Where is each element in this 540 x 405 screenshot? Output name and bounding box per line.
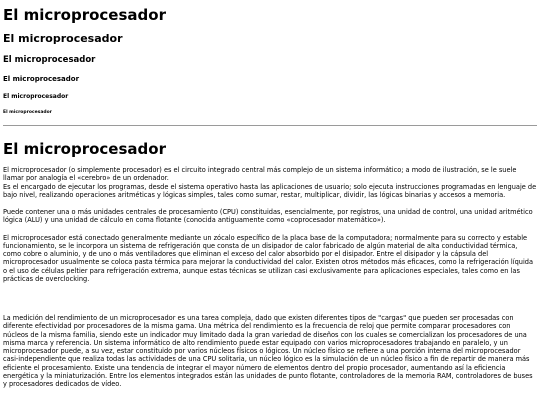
heading-level-2: El microprocesador — [3, 32, 123, 45]
paragraph-cpu-units: Puede contener una o más unidades centrales de procesamiento (CPU) constituidas, esencialmente, por registros, una unidad de control, una unidad aritmético lógica (ALU) y una unidad de cálculo en coma flotante (conocida antiguamente como «coprocesador matemático»). — [3, 208, 533, 225]
heading-level-1: El microprocesador — [3, 6, 166, 24]
paragraph-intro: El microprocesador (o simplemente procesador) es el circuito integrado central más complejo de un sistema informático; a modo de ilustración, se le suele llamar por analogía el «cerebro» de un ordenador. Es el encargado de ejecutar los programas, desde el sistema operativo hasta las aplicaciones de usuario; solo ejecuta instrucciones programadas en lenguaje de bajo nivel, realizando operaciones aritméticas y lógicas simples, tales como sumar, restar, multiplicar, dividir, las lógicas binarias y accesos a memoria. — [3, 166, 537, 199]
heading-level-6: El microprocesador — [3, 110, 52, 115]
article-title: El microprocesador — [3, 140, 166, 158]
paragraph-cooling: El microprocesador está conectado generalmente mediante un zócalo específico de la placa base de la computadora; normalmente para su correcto y estable funcionamiento, se le incorpora un sistema de refrigeración que consta de un disipador de calor fabricado de algún material de alta conductividad térmica, como cobre o aluminio, y de uno o más ventiladores que eliminan el exceso del calor absorbido por el disipador. Entre el disipador y la cápsula del microprocesador usualmente se coloca pasta térmica para mejorar la conductividad del calor. Existen otros métodos más eficaces, como la refrigeración líquida o el uso de células peltier para refrigeración extrema, aunque estas técnicas se utilizan casi exclusivamente para aplicaciones especiales, tales como en las prácticas de overclocking. — [3, 233, 534, 283]
heading-level-4: El microprocesador — [3, 75, 80, 83]
heading-level-3: El microprocesador — [3, 55, 96, 65]
divider — [3, 125, 537, 126]
heading-level-5: El microprocesador — [3, 93, 69, 100]
article — [3, 140, 537, 388]
paragraph-performance: La medición del rendimiento de un microprocesador es una tarea compleja, dado que existen diferentes tipos de "cargas" que pueden ser procesadas con diferente efectividad por procesadores de la misma gama. Una métrica del rendimiento es la frecuencia de reloj que permite comparar procesadores con núcleos de la misma familia, siendo este un indicador muy limitado dada la gran variedad de diseños con los cuales se comercializan los procesadores de una misma marca y referencia. Un sistema informático de alto rendimiento puede estar equipado con varios microprocesadores trabajando en paralelo, y un microprocesador puede, a su vez, estar constituido por varios núcleos físicos o lógicos. Un núcleo físico se refiere a una porción interna del microprocesador casi-independiente que realiza todas las actividades de una CPU solitaria, un núcleo lógico es la simulación de un núcleo físico a fin de repartir de manera más eficiente el procesamiento. Existe una tendencia de integrar el mayor número de elementos dentro del propio procesador, aumentando así la eficiencia energética y la miniaturización. Entre los elementos integrados están las unidades de punto flotante, controladores de la memoria RAM, controladores de buses y procesadores dedicados de vídeo. — [3, 314, 533, 388]
spacer — [3, 292, 537, 314]
